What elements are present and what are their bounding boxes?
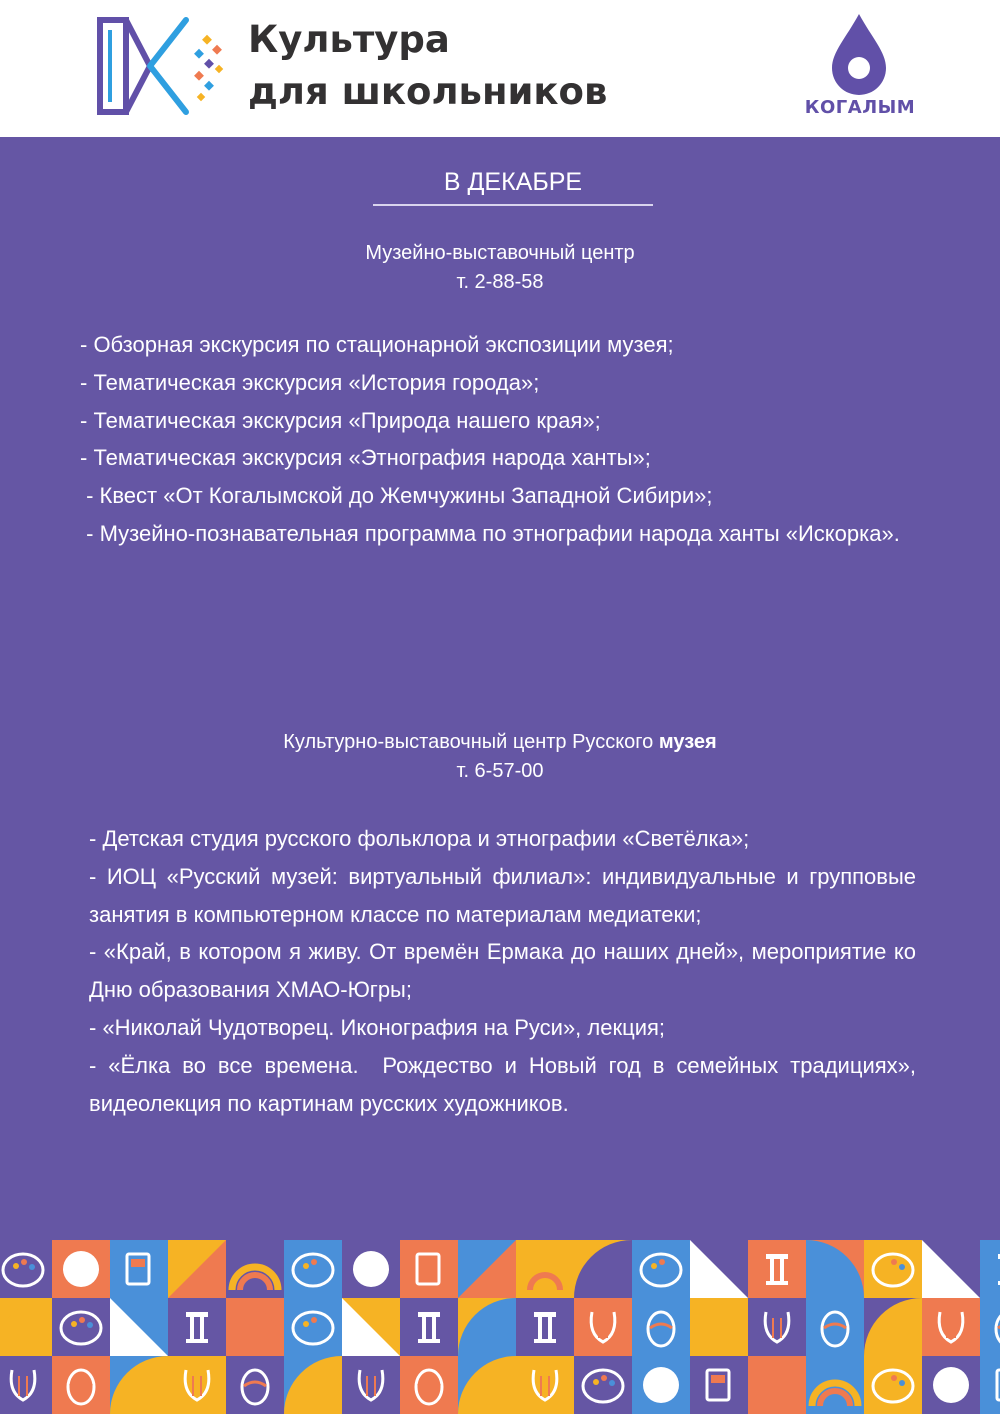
pattern-tile — [748, 1356, 806, 1414]
pattern-tile — [864, 1298, 922, 1356]
decorative-pattern — [0, 1240, 1000, 1414]
month-title: В ДЕКАБРЕ — [443, 168, 583, 196]
lyre-icon — [922, 1298, 980, 1356]
sun-icon — [342, 1240, 400, 1298]
book-icon — [110, 1240, 168, 1298]
list-item: - «Николай Чудотворец. Иконография на Руси», лекция; — [89, 1014, 666, 1040]
lyre-icon — [168, 1356, 226, 1414]
header — [0, 0, 1000, 137]
pattern-tile — [922, 1240, 980, 1298]
sun-icon — [52, 1240, 110, 1298]
drop-logo-icon — [828, 12, 890, 96]
egg-icon — [980, 1298, 1000, 1356]
pattern-tile — [0, 1298, 52, 1356]
list-item: - Тематическая экскурсия «Природа нашего края»; — [80, 407, 601, 433]
lyre-icon — [0, 1356, 52, 1414]
column-icon — [168, 1298, 226, 1356]
pattern-tile — [690, 1240, 748, 1298]
palette-icon — [632, 1240, 690, 1298]
title-underline — [373, 204, 653, 206]
pattern-tile — [458, 1240, 516, 1298]
list-item: - Тематическая экскурсия «Этнография народа ханты»; — [80, 445, 651, 471]
pattern-tile — [226, 1240, 284, 1298]
sun-icon — [922, 1356, 980, 1414]
pattern-tile — [342, 1298, 400, 1356]
column-icon — [980, 1240, 1000, 1298]
section1-list — [80, 326, 916, 553]
pattern-tile — [690, 1298, 748, 1356]
pattern-tiles — [0, 1240, 1000, 1414]
list-item: - Детская студия русского фольклора и этнографии «Светёлка»; — [89, 826, 750, 851]
section1-phone: т. 2-88-58 — [456, 271, 544, 293]
pattern-tile — [458, 1298, 516, 1356]
list-item: - Музейно-познавательная программа по этнографии народа ханты «Искорка». — [80, 520, 900, 546]
book-icon — [980, 1356, 1000, 1414]
book-icon — [690, 1356, 748, 1414]
lyre-icon — [574, 1298, 632, 1356]
sun-icon — [632, 1356, 690, 1414]
pattern-tile — [284, 1356, 342, 1414]
section2-center-name — [0, 728, 1000, 757]
palette-icon — [864, 1240, 922, 1298]
column-icon — [748, 1240, 806, 1298]
palette-icon — [0, 1240, 52, 1298]
pattern-tile — [806, 1240, 864, 1298]
list-item: - ИОЦ «Русский музей: виртуальный филиал»: индивидуальные и групповые занятия в компьютерном классе по материалам медиатеки; — [89, 863, 916, 927]
pattern-tile — [226, 1298, 284, 1356]
section2-center-prefix: Культурно-выставочный центр Русского — [283, 731, 659, 753]
logo-title-line2: для школьников — [248, 70, 608, 113]
pattern-tile — [110, 1298, 168, 1356]
list-item: - Тематическая экскурсия «История города»; — [80, 369, 540, 395]
k-logo-icon — [92, 14, 227, 118]
list-item: - «Край, в котором я живу. От времён Ермака до наших дней», мероприятие ко Дню образования ХМАО-Югры; — [89, 939, 916, 1003]
palette-icon — [574, 1356, 632, 1414]
section2-phone: т. 6-57-00 — [456, 760, 544, 782]
palette-icon — [52, 1298, 110, 1356]
section1-center-name: Музейно-выставочный центр — [365, 242, 635, 264]
logo-title — [248, 14, 607, 118]
book-icon — [400, 1240, 458, 1298]
section2-center-bold: музея — [658, 731, 717, 753]
lyre-icon — [748, 1298, 806, 1356]
list-item: - Обзорная экскурсия по стационарной экспозиции музея; — [80, 332, 674, 357]
column-icon — [400, 1298, 458, 1356]
pattern-tile — [458, 1356, 516, 1414]
pattern-tile — [574, 1240, 632, 1298]
pattern-tile — [516, 1240, 574, 1298]
column-icon — [516, 1298, 574, 1356]
city-name: КОГАЛЫМ — [804, 97, 916, 118]
list-item: - «Ёлка во все времена. Рождество и Новый год в семейных традициях», видеолекция по картинам русских художников. — [89, 1052, 923, 1116]
lyre-icon — [516, 1356, 574, 1414]
palette-icon — [864, 1356, 922, 1414]
palette-icon — [284, 1240, 342, 1298]
egg-icon — [226, 1356, 284, 1414]
pattern-tile — [110, 1356, 168, 1414]
palette-icon — [284, 1298, 342, 1356]
egg-icon — [400, 1356, 458, 1414]
logo-title-line1: Культура — [248, 18, 450, 61]
pattern-tile — [168, 1240, 226, 1298]
egg-icon — [806, 1298, 864, 1356]
list-item: - Квест «От Когалымской до Жемчужины Западной Сибири»; — [80, 483, 713, 509]
section2-list — [89, 820, 923, 1122]
egg-icon — [632, 1298, 690, 1356]
pattern-tile — [806, 1356, 864, 1414]
egg-icon — [52, 1356, 110, 1414]
lyre-icon — [342, 1356, 400, 1414]
